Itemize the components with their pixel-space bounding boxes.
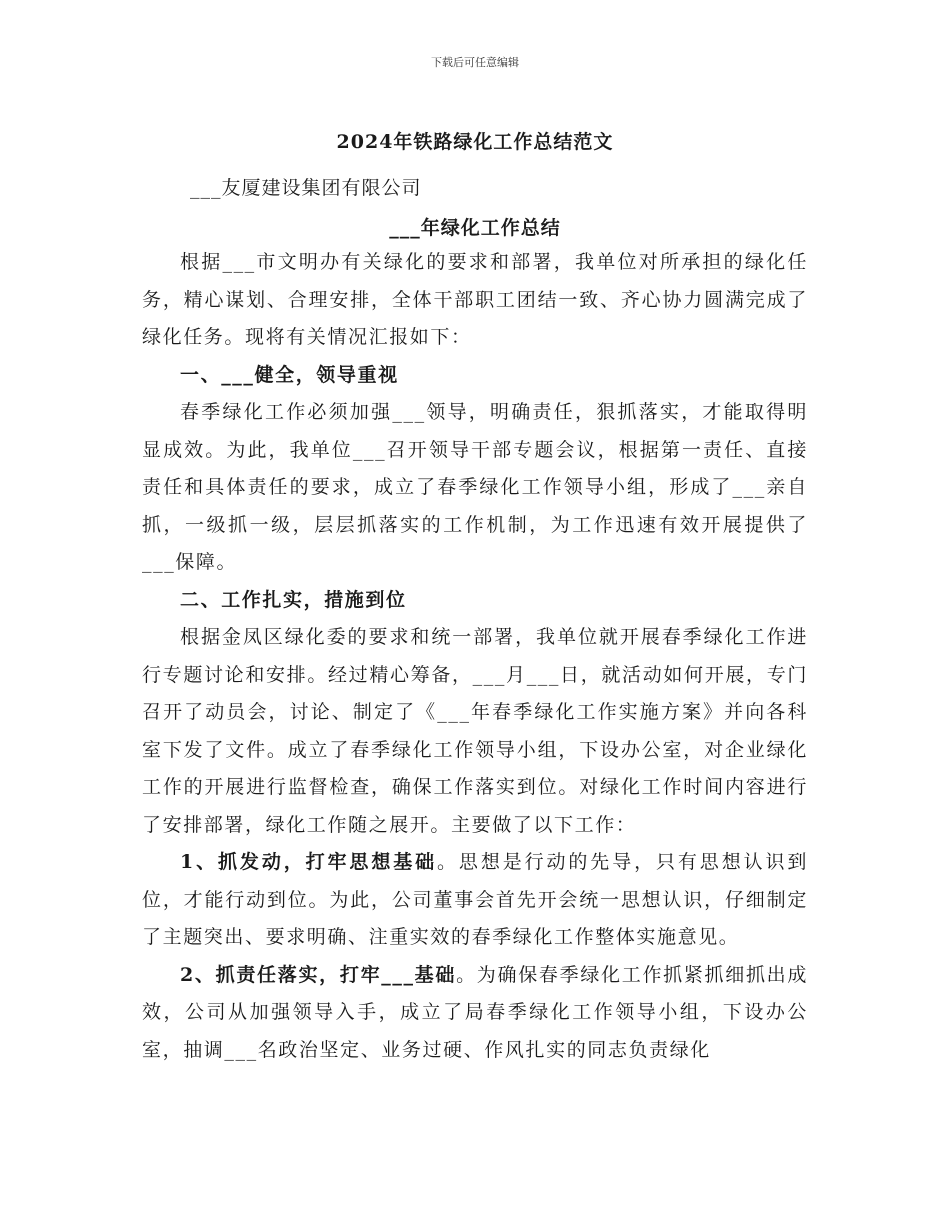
item2-paragraph — [142, 957, 808, 1070]
item1-text: 。思想是行动的先导，只有思想认识到位，才能行动到位。为此，公司董事会首先开会统一思想认识，仔细制定了主题突出、要求明确、注重实效的春季绿化工作整体实施意见。 — [142, 851, 809, 948]
item2-text: 。为确保春季绿化工作抓紧抓细抓出成效，公司从加强领导入手，成立了局春季绿化工作领导小组，下设办公室，抽调___名政治坚定、业务过硬、作风扎实的同志负责绿化 — [142, 963, 808, 1061]
company-name: ___友厦建设集团有限公司 — [190, 177, 422, 199]
document-subtitle: ___年绿化工作总结 — [389, 217, 561, 239]
section1-heading: 一、___健全，领导重视 — [180, 363, 399, 386]
section2-paragraph: 根据金凤区绿化委的要求和统一部署，我单位就开展春季绿化工作进行专题讨论和安排。经过精心筹备，___月___日，就活动如何开展，专门召开了动员会，讨论、制定了《___年春季绿化工作实施方案》并向各科室下发了文件。成立了春季绿化工作领导小组，下设办公室，对企业绿化工作的开展进行监督检查，确保工作落实到位。对绿化工作时间内容进行了安排部署，绿化工作随之展开。主要做了以下工作： — [142, 626, 808, 836]
section1-paragraph: 春季绿化工作必须加强___领导，明确责任，狠抓落实，才能取得明显成效。为此，我单位___召开领导干部专题会议，根据第一责任、直接责任和具体责任的要求，成立了春季绿化工作领导小组，形成了___亲自抓，一级抓一级，层层抓落实的工作机制，为工作迅速有效开展提供了___保障。 — [142, 401, 808, 573]
document-body — [142, 244, 808, 1069]
item1-lead: 1、抓发动，打牢思想基础 — [180, 851, 438, 873]
document-title: 2024年铁路绿化工作总结范文 — [336, 131, 614, 153]
section2-heading: 二、工作扎实，措施到位 — [180, 588, 407, 611]
header-note: 下载后可任意编辑 — [431, 56, 519, 69]
intro-paragraph: 根据___市文明办有关绿化的要求和部署，我单位对所承担的绿化任务，精心谋划、合理安排，全体干部职工团结一致、齐心协力圆满完成了绿化任务。现将有关情况汇报如下： — [142, 251, 808, 348]
item1-paragraph — [142, 844, 808, 957]
item2-lead: 2、抓责任落实，打牢___基础 — [180, 963, 457, 986]
